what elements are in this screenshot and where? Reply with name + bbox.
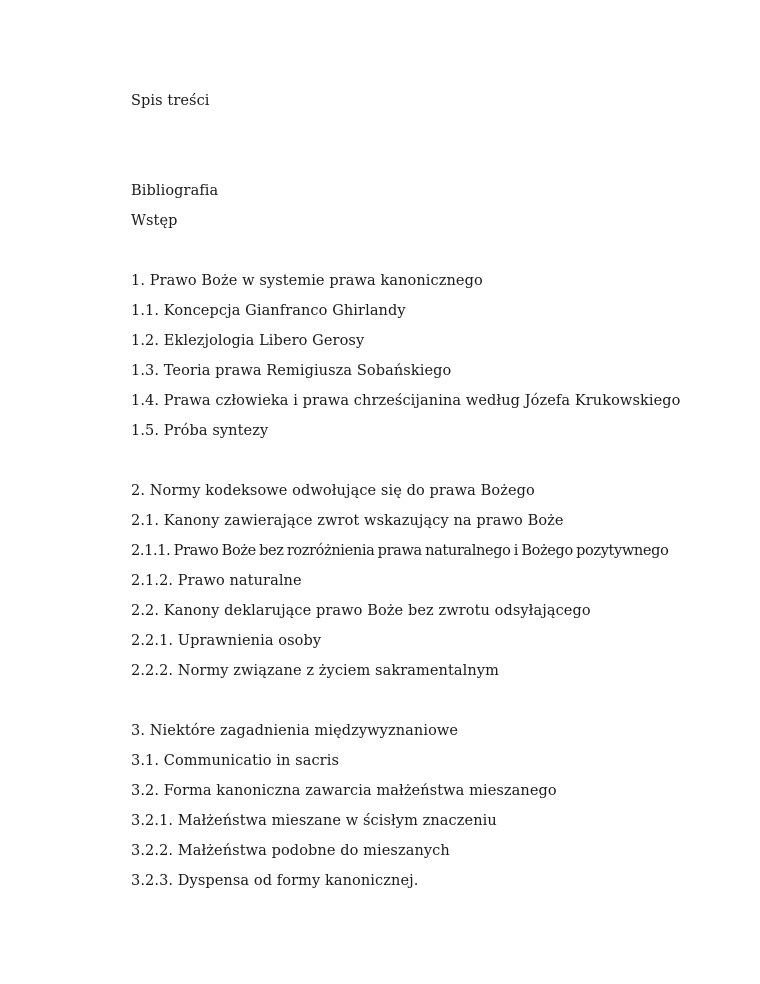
toc-entry-1-1: 1.1. Koncepcja Gianfranco Ghirlandy [131,303,406,319]
toc-chapter-2-heading: 2. Normy kodeksowe odwołujące się do prawa Bożego [131,483,535,499]
toc-entry-3-2-2: 3.2.2. Małżeństwa podobne do mieszanych [131,843,450,859]
toc-entry-3-2: 3.2. Forma kanoniczna zawarcia małżeństwa mieszanego [131,783,557,799]
toc-entry-2-2-1: 2.2.1. Uprawnienia osoby [131,633,322,649]
toc-chapter-3-heading: 3. Niektóre zagadnienia międzywyznaniowe [131,723,459,739]
toc-entry-3-2-1: 3.2.1. Małżeństwa mieszane w ścisłym znaczeniu [131,813,497,829]
toc-entry-1-2: 1.2. Eklezjologia Libero Gerosy [131,333,365,349]
toc-entry-3-2-3: 3.2.3. Dyspensa od formy kanonicznej. [131,873,419,889]
toc-entry-1-5: 1.5. Próba syntezy [131,423,269,439]
toc-entry-2-1-1: 2.1.1. Prawo Boże bez rozróżnienia prawa naturalnego i Bożego pozytywnego [131,543,669,559]
toc-title: Spis treści [131,93,210,109]
toc-entry-2-1-2: 2.1.2. Prawo naturalne [131,573,302,589]
toc-entry-1-3: 1.3. Teoria prawa Remigiusza Sobańskiego [131,363,452,379]
toc-entry-2-2: 2.2. Kanony deklarujące prawo Boże bez zwrotu odsyłającego [131,603,591,619]
toc-entry-2-2-2: 2.2.2. Normy związane z życiem sakramentalnym [131,663,499,679]
toc-entry-introduction: Wstęp [131,213,178,229]
toc-entry-1-4: 1.4. Prawa człowieka i prawa chrześcijanina według Józefa Krukowskiego [131,393,681,409]
toc-entry-3-1: 3.1. Communicatio in sacris [131,753,339,769]
toc-entry-2-1: 2.1. Kanony zawierające zwrot wskazujący na prawo Boże [131,513,564,529]
toc-entry-bibliography: Bibliografia [131,183,219,199]
toc-chapter-1-heading: 1. Prawo Boże w systemie prawa kanonicznego [131,273,483,289]
